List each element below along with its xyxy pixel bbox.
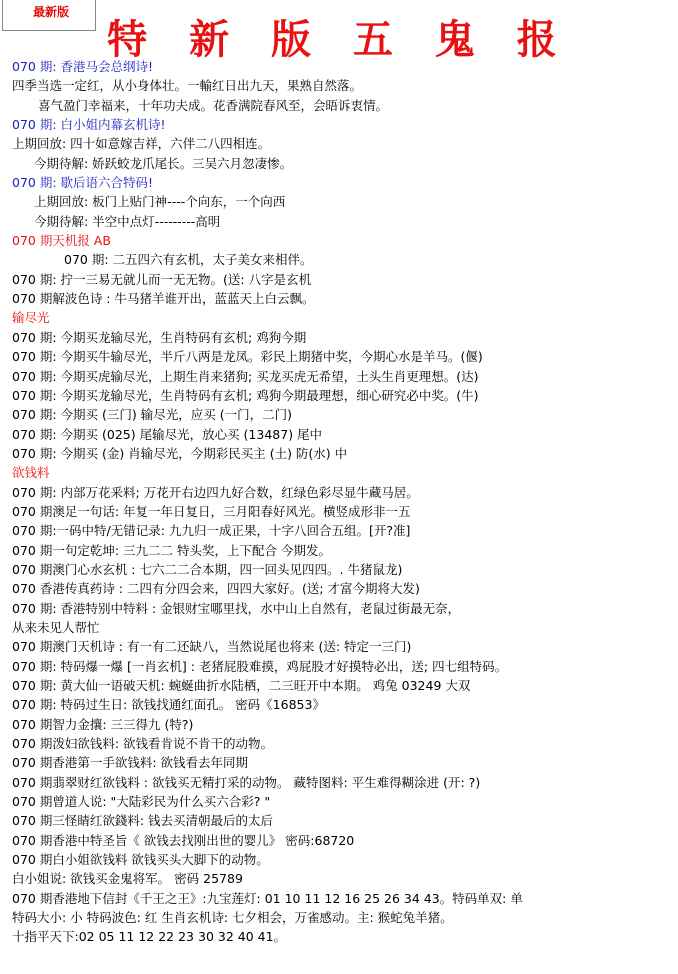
text-line: 070 期智力金攘: 三三得九 (特?): [12, 716, 194, 732]
text-line: 070 期: 拧一三易无就儿而一无无物。(送: 八字是玄机: [12, 271, 312, 287]
text-line: 070 期三怪睛红欲錢料: 钱去买清朝最后的太后: [12, 813, 274, 829]
text-line: 070 期翡翠财红欲钱料 : 欲钱买无精打采的动物。 藏特图料: 平生难得糊涂进 (开: ?): [12, 774, 481, 790]
page-title: 特 新 版 五 鬼 报: [107, 16, 571, 63]
text-line: 特码大小: 小 特码波色: 红 生肖玄机诗: 七夕相会，万雀感动。主: 猴蛇兔羊猪。: [12, 910, 453, 926]
text-line: 070 期澳门心水玄机 : 七六二二合本期，四一回头见四四。. 牛猪鼠龙): [12, 561, 403, 577]
text-line: 070 期: 歇后语六合特码!: [12, 175, 154, 191]
text-line: 070 期天机报 AB: [12, 233, 111, 249]
text-line: 070 期: 黄大仙一语破天机: 蜿蜒曲折水陆栖，二三旺开中本期。 鸡兔 03249 大双: [12, 678, 471, 693]
text-line: 070 期: 今期买龙输尽光，生肖特码有玄机; 鸡狗今期: [12, 329, 307, 345]
text-line: 070 期: 白小姐内幕玄机诗!: [12, 117, 166, 133]
text-line: 070 期澳足一句话: 年复一年日复日，三月阳春好风光。横竖成形非一五: [12, 503, 411, 519]
text-line: 070 期: 今期买虎输尽光，上期生肖来猪狗; 买龙买虎无希望，土头生肖更理想。(达): [12, 368, 479, 384]
text-line: 从来未见人帮忙: [12, 619, 100, 635]
text-line: 070 期香港地下信封《千王之王》:九宝莲灯: 01 10 11 12 16 25 26 34 43。特码单双: 单: [12, 890, 523, 906]
text-line: 070 期白小姐欲钱料 欲钱买头大脚下的动物。: [12, 852, 269, 868]
text-line: 070 香港传真药诗 : 二四有分四会来，四四大家好。(送; 才富今期将大发): [12, 581, 420, 597]
text-line: 喜气盈门幸福来，十年功夫成。花香满院春风至，会晤诉衷情。: [38, 97, 389, 113]
text-line: 070 期解波色诗 : 牛马猪羊谁开出，蓝蓝天上白云飘。: [12, 291, 315, 307]
text-line: 070 期: 特码过生日: 欲钱找通红面孔。 密码《16853》: [12, 697, 325, 713]
text-line: 070 期泼妇欲钱料: 欲钱看肯说不肯干的动物。: [12, 736, 274, 752]
text-line: 070 期: 今期买牛输尽光，半斤八两是龙凤。彩民上期猪中奖，今期心水是羊马。(偃): [12, 349, 483, 365]
text-line: 今期待解: 娇跃蛟龙爪尾长。三吴六月忽凄惨。: [34, 155, 293, 171]
text-line: 070 期: 今期买龙输尽光，生肖特码有玄机; 鸡狗今期最理想，细心研究必中奖。(牛): [12, 387, 479, 403]
text-line: 070 期: 今期买 (025) 尾输尽光，放心买 (13487) 尾中: [12, 426, 323, 442]
text-line: 070 期: 二五四六有玄机，太子美女来相伴。: [64, 252, 313, 268]
text-line: 上期回放: 四十如意嫁吉祥，六伴二八四相连。: [12, 136, 271, 152]
text-line: 今期待解: 半空中点灯---------高明: [34, 213, 221, 229]
text-line: 070 期香港第一手欲钱料: 欲钱看去年同期: [12, 755, 249, 771]
content-lines: [0, 57, 678, 947]
text-line: 070 期: 今期买 (金) 肖输尽光，今期彩民买主 (土) 防(水) 中: [12, 445, 348, 461]
text-line: 欲钱料: [12, 465, 50, 481]
text-line: 070 期: 香港马会总纲诗!: [12, 59, 154, 74]
text-line: 070 期: 特码爆一爆 [一肖玄机] : 老猪屁股难摸，鸡屁股才好摸特必出，送; 四七组特码。: [12, 658, 508, 674]
text-line: 070 期曾道人说: "大陆彩民为什么买六合彩? ": [12, 794, 271, 810]
text-line: 070 期澳门天机诗 : 有一有二还缺八，当然说尾也将来 (送: 特定一三门): [12, 639, 412, 655]
text-line: 四季当选一定红，从小身体壮。一輸红日出九天，果熟自然落。: [12, 78, 363, 94]
text-line: 070 期:一码中特/无错记录: 九九归一成正果，十字八回合五组。[开?准]: [12, 523, 411, 539]
text-line: 070 期香港中特圣旨《 欲钱去找刚出世的婴儿》 密码:68720: [12, 832, 355, 848]
badge-label: 最新版: [33, 5, 70, 19]
text-line: 070 期: 内部万花釆料; 万花开右边四九好合数，红绿色彩尽显牛藏马居。: [12, 484, 419, 500]
text-line: 070 期: 今期买 (三门) 输尽光，应买 (一门，二门): [12, 407, 292, 423]
text-line: 070 期一句定乾坤: 三九二二 特头奖，上下配合 今期发。: [12, 542, 331, 558]
text-line: 070 期: 香港特别中特料 : 金银财宝哪里找，水中山上自然有，老鼠过街最无奈，: [12, 600, 461, 616]
text-line: 白小姐说: 欲钱买金鬼将军。 密码 25789: [12, 871, 243, 887]
text-line: 十指平天下:02 05 11 12 22 23 30 32 40 41。: [12, 929, 287, 945]
text-line: 上期回放: 板门上贴门神----个向东，一个向西: [34, 194, 286, 210]
text-line: 输尽光: [12, 310, 50, 326]
